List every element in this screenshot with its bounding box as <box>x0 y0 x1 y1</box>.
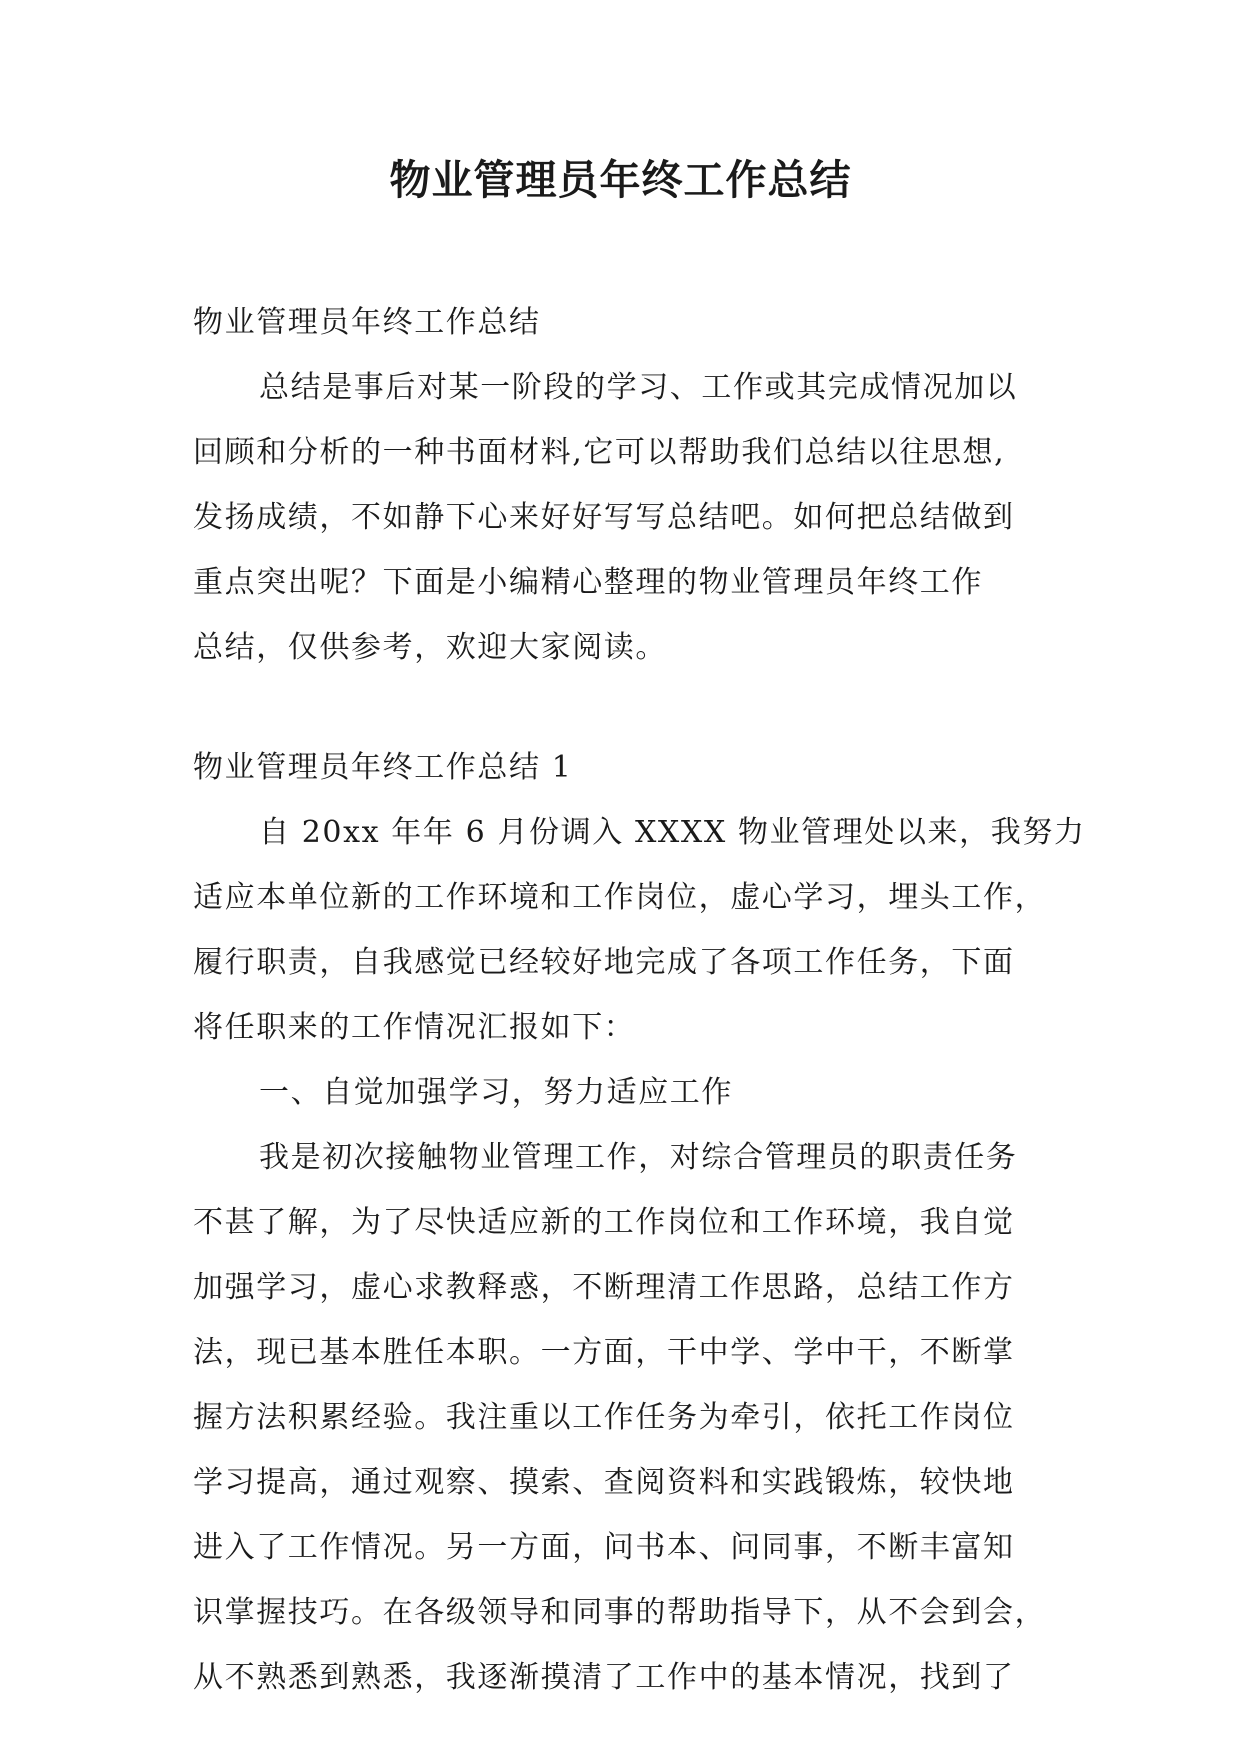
section-heading: 物业管理员年终工作总结 1 <box>193 750 573 785</box>
intro-heading: 物业管理员年终工作总结 <box>193 305 541 340</box>
paragraph-line: 学习提高，通过观察、摸索、查阅资料和实践锻炼，较快地 <box>193 1465 1015 1500</box>
paragraph-line: 履行职责，自我感觉已经较好地完成了各项工作任务，下面 <box>193 945 1015 980</box>
paragraph-line: 握方法积累经验。我注重以工作任务为牵引，依托工作岗位 <box>193 1400 1015 1435</box>
paragraph-line: 法，现已基本胜任本职。一方面，干中学、学中干，不断掌 <box>193 1335 1015 1370</box>
paragraph-line: 进入了工作情况。另一方面，问书本、问同事，不断丰富知 <box>193 1530 1015 1565</box>
paragraph-line: 自 20xx 年年 6 月份调入 XXXX 物业管理处以来，我努力 <box>259 815 1086 850</box>
intro-line: 总结，仅供参考，欢迎大家阅读。 <box>193 630 667 665</box>
section-spacer <box>193 680 1053 735</box>
paragraph-line: 识掌握技巧。在各级领导和同事的帮助指导下，从不会到会， <box>193 1595 1047 1630</box>
intro-line: 发扬成绩，不如静下心来好好写写总结吧。如何把总结做到 <box>193 500 1015 535</box>
paragraph-line: 适应本单位新的工作环境和工作岗位，虚心学习，埋头工作， <box>193 880 1047 915</box>
paragraph-line: 加强学习，虚心求教释惑，不断理清工作思路，总结工作方 <box>193 1270 1015 1305</box>
paragraph-line: 将任职来的工作情况汇报如下： <box>193 1010 636 1045</box>
subheading: 一、自觉加强学习，努力适应工作 <box>259 1075 733 1110</box>
intro-line: 重点突出呢？下面是小编精心整理的物业管理员年终工作 <box>193 565 983 600</box>
document-body <box>193 290 1086 1710</box>
paragraph-line: 不甚了解，为了尽快适应新的工作岗位和工作环境，我自觉 <box>193 1205 1015 1240</box>
intro-line: 总结是事后对某一阶段的学习、工作或其完成情况加以 <box>259 370 1018 405</box>
paragraph-line: 我是初次接触物业管理工作，对综合管理员的职责任务 <box>259 1140 1018 1175</box>
intro-line: 回顾和分析的一种书面材料,它可以帮助我们总结以往思想, <box>193 435 1006 470</box>
document-title: 物业管理员年终工作总结 <box>389 156 852 204</box>
paragraph-line: 从不熟悉到熟悉，我逐渐摸清了工作中的基本情况，找到了 <box>193 1660 1015 1695</box>
